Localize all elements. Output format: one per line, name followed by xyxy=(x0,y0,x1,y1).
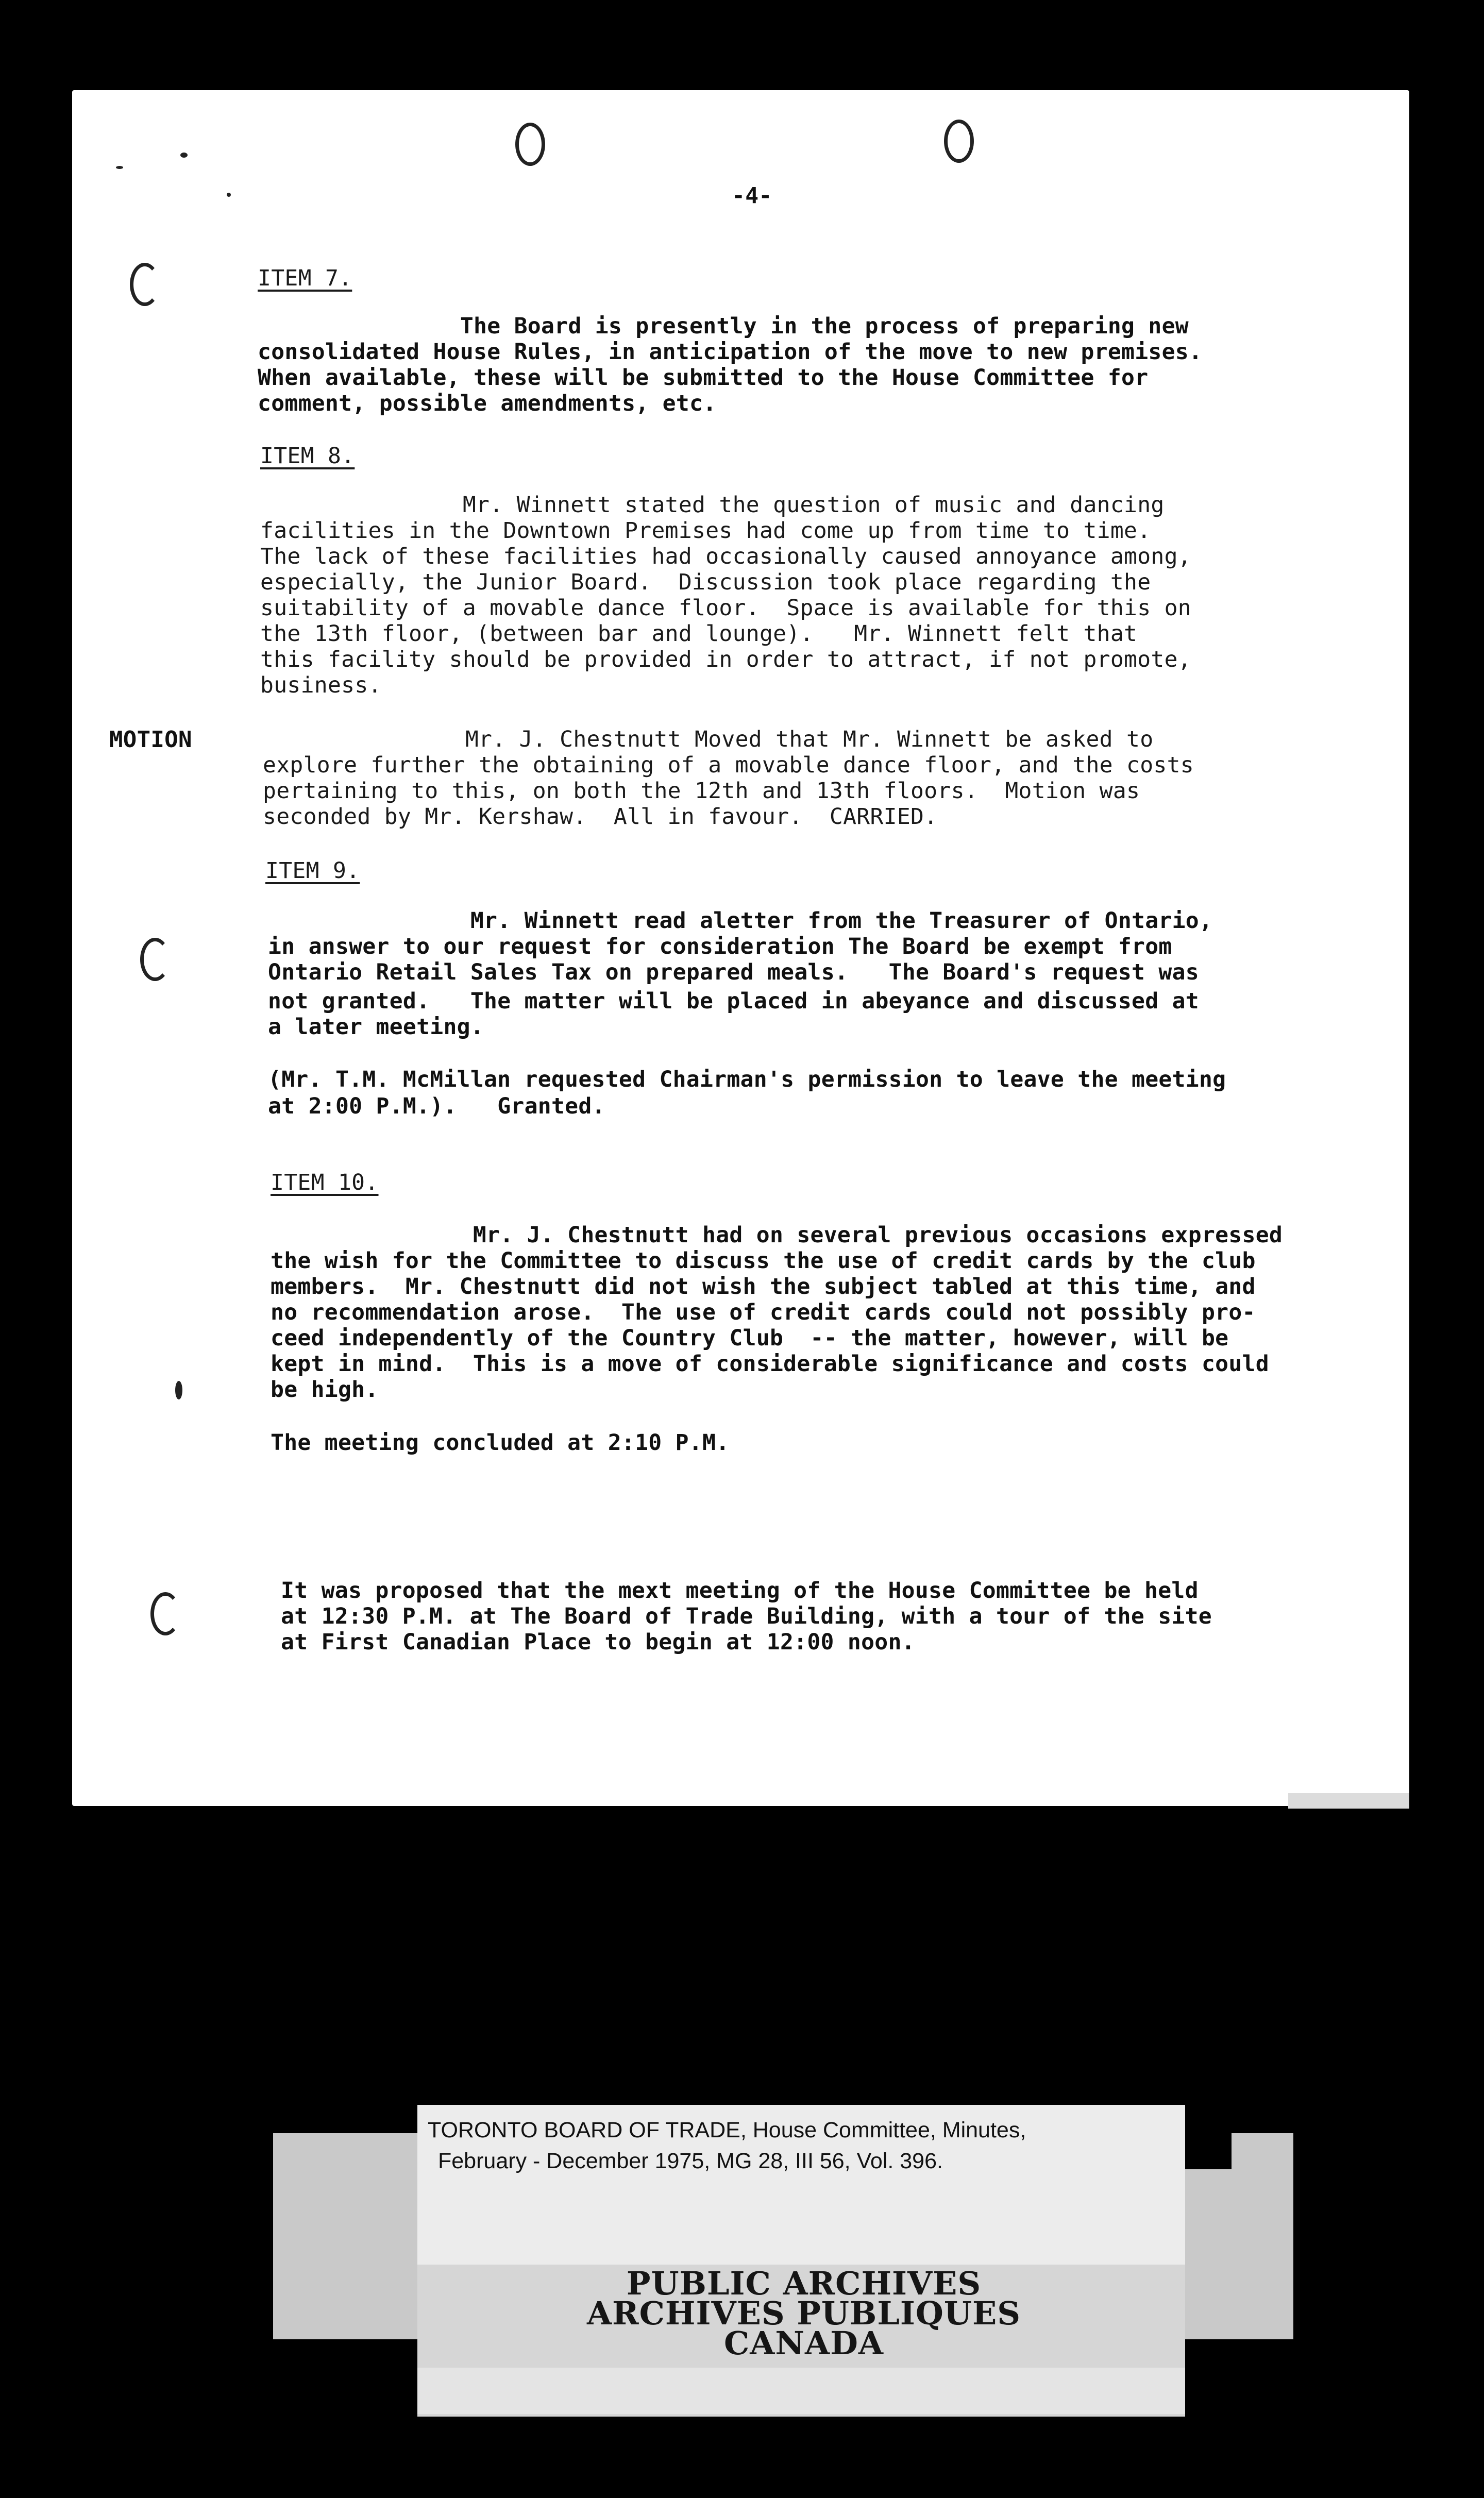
archive-stamp-line-2: ARCHIVES PUBLIQUES xyxy=(586,2294,1021,2332)
item7-heading: ITEM 7. xyxy=(258,265,352,291)
punch-hole-top-right xyxy=(944,120,974,163)
page-edge xyxy=(1288,1793,1409,1809)
punch-hole-top-left xyxy=(515,123,545,166)
next-meeting-line-3: at First Canadian Place to begin at 12:00 noon. xyxy=(281,1629,915,1655)
motion-line-2: explore further the obtaining of a movable dance floor, and the costs xyxy=(263,752,1194,778)
archive-citation-line-1: TORONTO BOARD OF TRADE, House Committee, Minutes, xyxy=(428,2118,1026,2142)
item10-line-5: ceed independently of the Country Club -- the matter, however, will be xyxy=(271,1325,1229,1351)
archive-stamp-line-3: CANADA xyxy=(723,2324,884,2362)
item9-line-3: Ontario Retail Sales Tax on prepared meals. The Board's request was xyxy=(268,959,1199,985)
punch-hole-left-2 xyxy=(140,938,170,981)
item8-line-3: The lack of these facilities had occasionally caused annoyance among, xyxy=(260,544,1191,569)
item8-line-4: especially, the Junior Board. Discussion took place regarding the xyxy=(260,569,1151,595)
speck xyxy=(227,193,231,197)
item7-line-4: comment, possible amendments, etc. xyxy=(258,391,717,416)
meeting-concluded: The meeting concluded at 2:10 P.M. xyxy=(271,1430,730,1456)
motion-margin-label: MOTION xyxy=(109,727,192,753)
item8-line-5: suitability of a movable dance floor. Space is available for this on xyxy=(260,595,1191,621)
item10-line-4: no recommendation arose. The use of credit cards could not possibly pro- xyxy=(271,1299,1256,1325)
item7-line-1: The Board is presently in the process of preparing new xyxy=(258,313,1189,339)
item9-line-1: Mr. Winnett read aletter from the Treasurer of Ontario, xyxy=(268,908,1213,934)
next-meeting-line-2: at 12:30 P.M. at The Board of Trade Building, with a tour of the site xyxy=(281,1604,1212,1629)
next-meeting-line-1: It was proposed that the mext meeting of the House Committee be held xyxy=(281,1578,1199,1604)
item9-note-line-1: (Mr. T.M. McMillan requested Chairman's permission to leave the meeting xyxy=(268,1067,1226,1092)
item10-heading: ITEM 10. xyxy=(271,1170,379,1195)
archive-stamp-line-1: PUBLIC ARCHIVES xyxy=(626,2265,982,2302)
item9-line-2: in answer to our request for consideration The Board be exempt from xyxy=(268,934,1172,959)
item10-line-3: members. Mr. Chestnutt did not wish the subject tabled at this time, and xyxy=(271,1274,1256,1299)
archive-citation-line-2: February - December 1975, MG 28, III 56, Vol. 396. xyxy=(438,2149,943,2173)
archive-label-bottom xyxy=(417,2368,1185,2414)
item8-line-8: business. xyxy=(260,672,382,698)
item10-line-1: Mr. J. Chestnutt had on several previous occasions expressed xyxy=(271,1222,1283,1248)
item9-heading: ITEM 9. xyxy=(265,858,360,884)
item9-line-5: a later meeting. xyxy=(268,1014,484,1040)
item7-line-2: consolidated House Rules, in anticipation of the move to new premises. xyxy=(258,339,1203,365)
item8-line-1: Mr. Winnett stated the question of music and dancing xyxy=(260,492,1165,518)
speck xyxy=(180,153,188,158)
motion-line-4: seconded by Mr. Kershaw. All in favour. CARRIED. xyxy=(263,804,938,830)
item8-line-7: this facility should be provided in order to attract, if not promote, xyxy=(260,647,1191,672)
motion-line-1: Mr. J. Chestnutt Moved that Mr. Winnett be asked to xyxy=(263,727,1154,752)
item10-line-6: kept in mind. This is a move of considerable significance and costs could xyxy=(271,1351,1269,1377)
item7-line-3: When available, these will be submitted to the House Committee for xyxy=(258,365,1149,391)
motion-line-3: pertaining to this, on both the 12th and 13th floors. Motion was xyxy=(263,778,1140,804)
speck xyxy=(116,166,123,169)
item10-line-7: be high. xyxy=(271,1377,379,1403)
item8-line-6: the 13th floor, (between bar and lounge). Mr. Winnett felt that xyxy=(260,621,1138,647)
item9-line-4: not granted. The matter will be placed in abeyance and discussed at xyxy=(268,988,1199,1014)
speck xyxy=(175,1381,182,1399)
item8-heading: ITEM 8. xyxy=(260,443,355,469)
item9-note-line-2: at 2:00 P.M.). Granted. xyxy=(268,1093,605,1119)
item8-line-2: facilities in the Downtown Premises had come up from time to time. xyxy=(260,518,1151,544)
page-number: -4- xyxy=(732,183,772,209)
punch-hole-left-1 xyxy=(130,263,160,306)
item10-line-2: the wish for the Committee to discuss the use of credit cards by the club xyxy=(271,1248,1256,1274)
punch-hole-left-3 xyxy=(150,1592,180,1635)
